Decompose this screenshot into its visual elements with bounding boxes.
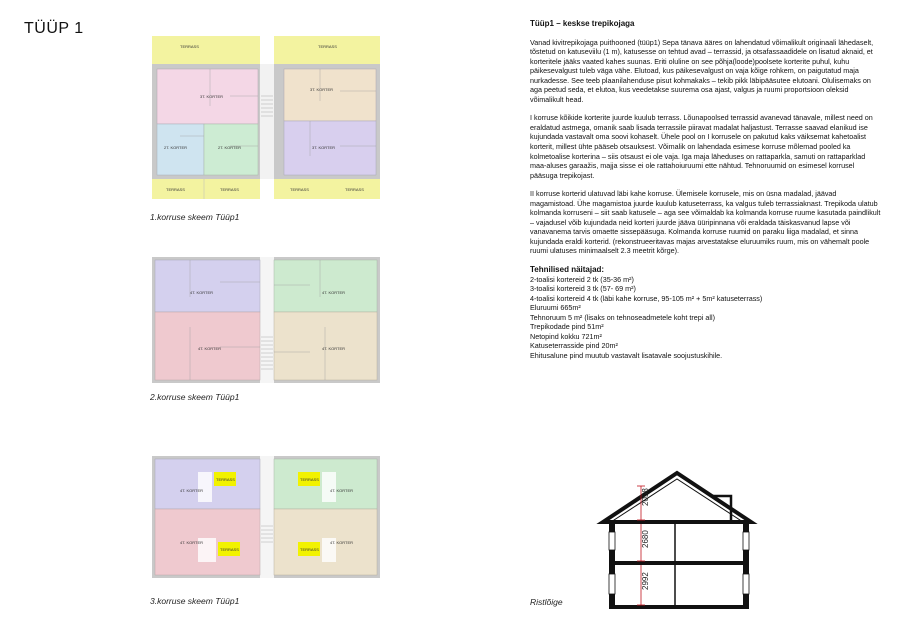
apartment-label: 4T. KORTER	[190, 290, 214, 295]
terrace-label: TERRASS	[300, 547, 319, 552]
apartment-3t-ne	[284, 69, 376, 121]
dimension-label: 2680	[641, 530, 650, 548]
apartment-label: 3T. KORTER	[312, 145, 336, 150]
cross-section-drawing	[585, 468, 785, 618]
apartment-label: 4T. KORTER	[198, 346, 222, 351]
spec-line: Netopind kokku 721m²	[530, 331, 602, 341]
terrace-label: TERRASS	[220, 187, 239, 192]
floor-plan-3-drawing	[150, 456, 382, 581]
apartment-label: 3T. KORTER	[310, 87, 334, 92]
apartment-label: 2T. KORTER	[218, 145, 242, 150]
cross-section	[585, 468, 785, 623]
terrace-label: TERRASS	[290, 187, 309, 192]
apartment-label: 4T. KORTER	[180, 488, 204, 493]
apartment-label: 4T. KORTER	[322, 290, 346, 295]
terrace-label: TERRASS	[220, 547, 239, 552]
article-paragraph: Vanad kivitrepikojaga puithooned (tüüp1) Sepa tänava ääres on lahendatud võimalikult originaali lähedaselt, tõstetud on katuseviilu (1 m), katusesse on tehtud avad – terrassid, ja otsafassaadidele on lisatud aknaid, et korteritele jääks vaated kahes suunas. Eriti oluline on see põhja(loode)poolsete korterite puhul, kuhu päikesevalgust tuleb väga vähe. Elutoad, kus päikesevalgust on vaja kõige rohkem, on paigutatud maja nurkadesse. See teeb plaanilahenduse pisut kohmakaks – tekib pikk läbipääsutee elutoani. Olulisemaks on aga peetud seda, et elutoa, kus veedetakse suurema osa ajast, valgus ja ruumi proportsioon oleksid võimalikult head.	[530, 37, 874, 104]
apartment-label: 2T. KORTER	[164, 145, 188, 150]
apartment-label: 4T. KORTER	[330, 488, 354, 493]
stairwell	[260, 456, 274, 578]
floor-plan-2-caption: 2.korruse skeem Tüüp1	[150, 392, 240, 402]
spec-line: Katuseterrasside pind 20m²	[530, 341, 618, 351]
article	[530, 19, 882, 361]
article-heading: Tüüp1 – keskse trepikojaga	[530, 19, 635, 28]
spec-line: 3-toalisi kortereid 3 tk (57- 69 m²)	[530, 284, 636, 294]
spec-line: 2-toalisi kortereid 2 tk (35-36 m²)	[530, 274, 634, 284]
spec-line: Eluruumi 665m²	[530, 303, 581, 313]
article-paragraph: II korruse korterid ulatuvad läbi kahe korruse. Ülemisele korrusele, mis on üsna madalad, jäävad magamistoad. Ühe magamistoa juurde kuulub katuseterrass, ka valgus tuleb terrassiaknast. Trepikoda ulatub kolmanda korruseni – siit saab katusele – aga see võimaldab ka kolmanda korruse ruume kasutada paindlikult – vajadusel võib kujundada neid korteri juurde jääva üüripinnana või eraldada täiskasvanud lapse või vanavanema tarvis omaette sissepääsuga. Kolmanda korruse ruumid on paraku liiga madalad, et sinna kujundada eraldi korterid. (rekonstrueeritavas majas arvestatakse eluruumiks ruum, mis on vähemalt poole ruumi ulatuses minimaalselt 2.3 meetrit kõrge).	[530, 189, 881, 256]
terrace-label: TERRASS	[300, 477, 319, 482]
page-title: TÜÜP 1	[24, 20, 84, 37]
specs-heading: Tehnilised näitajad:	[530, 265, 605, 275]
roof	[603, 473, 751, 522]
apartment-label: 3T. KORTER	[200, 94, 224, 99]
terrace-label: TERRASS	[166, 187, 185, 192]
stairwell	[260, 257, 274, 383]
apartment-4t-nw	[155, 260, 260, 312]
terrace-label: TERRASS	[216, 477, 235, 482]
spec-line: Tehnoruum 5 m² (lisaks on tehnoseadmetele koht trepi all)	[530, 312, 715, 322]
spec-line: Ehitusalune pind muutub vastavalt lisatavale soojustuskihile.	[530, 350, 723, 360]
apartment-label: 4T. KORTER	[330, 540, 354, 545]
floor-plan-2-drawing	[150, 257, 382, 387]
floor-plan-1-drawing	[150, 36, 382, 201]
terrace-label: TERRASS	[318, 44, 337, 49]
spec-line: 4-toalisi kortereid 4 tk (läbi kahe korruse, 95-105 m² + 5m² katuseterrass)	[530, 293, 763, 303]
apartment-label: 4T. KORTER	[180, 540, 204, 545]
dimension-label: 2058	[641, 488, 650, 506]
dimension-label: 2992	[641, 572, 650, 590]
apartment-label: 4T. KORTER	[322, 346, 346, 351]
cross-section-caption: Ristlõige	[530, 597, 563, 607]
apartment-4t-ne	[274, 260, 377, 312]
floor-plan-3-caption: 3.korruse skeem Tüüp1	[150, 596, 240, 606]
terrace-label: TERRASS	[180, 44, 199, 49]
floor-plan-3	[150, 456, 382, 581]
spec-line: Trepikodade pind 51m²	[530, 322, 604, 332]
floor-plan-2	[150, 257, 382, 387]
article-paragraph: I korruse kõikide korterite juurde kuulub terrass. Lõunapoolsed terrassid avanevad tänavale, millest need on eraldatud astmega, omanik saab lisada terrassile piiravat madalat haljastust. Terrasse saavad elanikud ise kujundada vastavalt oma soovi kohaselt. Ühele pool on I korrusele on pakutud kaks väiksemat kahetoalist korterit, millest ühte pääseb otsauksest. Võimalik on lahendada esimese korruse mõlemad pooled ka kolmetoalise korterina – siis otsaust ei ole vaja. Iga maja läheduses on rattaparkla, samuti on rattaparklad maa-aluses garaažis, majja sisse ei ole rattahoiuruumi ette nähtud. Tehnoruumid on esimesel korrusel pääsuga trepikojast.	[530, 113, 873, 180]
floor-plan-1	[150, 36, 382, 201]
stairwell	[260, 64, 274, 179]
floor-plan-1-caption: 1.korruse skeem Tüüp1	[150, 212, 240, 222]
terrace-label: TERRASS	[345, 187, 364, 192]
